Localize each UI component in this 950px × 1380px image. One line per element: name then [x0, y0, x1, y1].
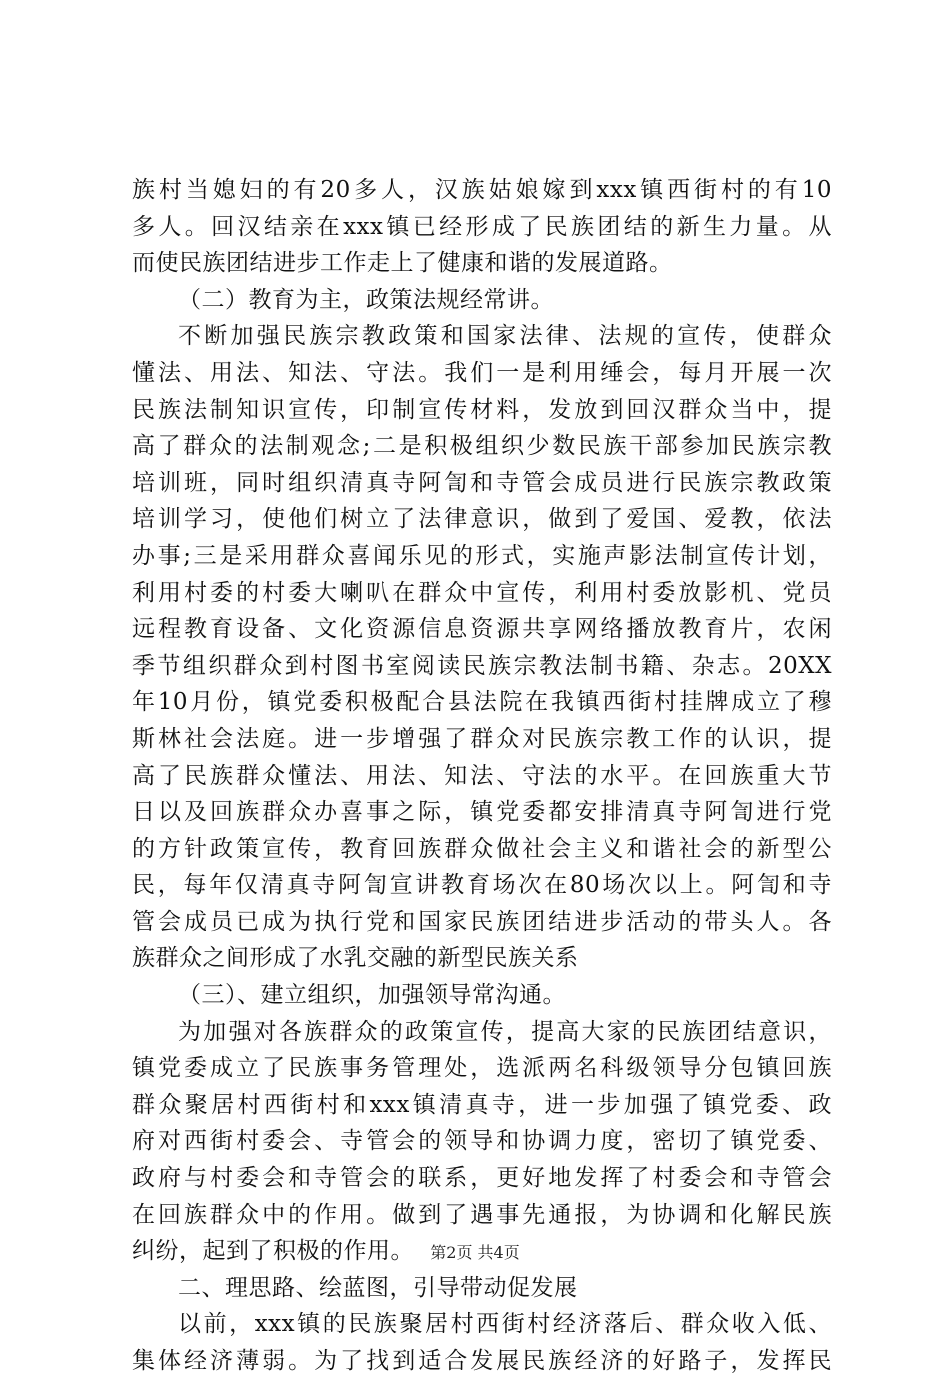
text-line: 政府与村委会和寺管会的联系，更好地发挥了村委会和寺管会	[132, 1165, 832, 1192]
text-line: 的方针政策宣传，教育回族群众做社会主义和谐社会的新型公	[132, 835, 832, 862]
text-line: 纠纷，起到了积极的作用。	[132, 1238, 414, 1265]
text-line: 不断加强民族宗教政策和国家法律、法规的宣传，使群众	[178, 323, 832, 350]
text-line: （三）、建立组织，加强领导常沟通。	[178, 982, 566, 1009]
text-line: 管会成员已成为执行党和国家民族团结进步活动的带头人。各	[132, 908, 832, 935]
text-line: 日以及回族群众办喜事之际，镇党委都安排清真寺阿訇进行党	[132, 799, 832, 826]
text-line: 办事;三是采用群众喜闻乐见的形式，实施声影法制宣传计划，	[132, 542, 832, 569]
text-line: 镇党委成立了民族事务管理处，选派两名科级领导分包镇回族	[132, 1055, 832, 1082]
text-line: 利用村委的村委大喇叭在群众中宣传，利用村委放影机、党员	[132, 579, 832, 606]
document-body	[132, 172, 832, 1380]
text-line: （二）教育为主，政策法规经常讲。	[178, 286, 554, 313]
text-line: 季节组织群众到村图书室阅读民族宗教法制书籍、杂志。20XX	[132, 652, 832, 679]
text-line: 集体经济薄弱。为了找到适合发展民族经济的好路子，发挥民	[132, 1348, 832, 1374]
text-line: 远程教育设备、文化资源信息资源共享网络播放教育片，农闲	[132, 616, 832, 643]
page-footer: 第2页 共4页	[430, 1243, 520, 1262]
text-line: 高了民族群众懂法、用法、知法、守法的水平。在回族重大节	[132, 762, 832, 789]
text-line: 府对西街村委会、寺管会的领导和协调力度，密切了镇党委、	[132, 1128, 832, 1155]
text-line: 族群众之间形成了水乳交融的新型民族关系	[132, 945, 579, 972]
text-line: 培训学习，使他们树立了法律意识，做到了爱国、爱教，依法	[132, 506, 832, 533]
text-line: 以前，xxx镇的民族聚居村西街村经济落后、群众收入低、	[178, 1311, 832, 1338]
text-line: 多人。回汉结亲在xxx镇已经形成了民族团结的新生力量。从	[132, 213, 832, 240]
text-line: 在回族群众中的作用。做到了遇事先通报，为协调和化解民族	[132, 1201, 832, 1228]
text-line: 群众聚居村西街村和xxx镇清真寺，进一步加强了镇党委、政	[132, 1091, 832, 1118]
text-line: 而使民族团结进步工作走上了健康和谐的发展道路。	[132, 250, 673, 277]
text-line: 懂法、用法、知法、守法。我们一是利用缍会，每月开展一次	[132, 359, 832, 386]
text-line: 二、理思路、绘蓝图，引导带动促发展	[178, 1274, 578, 1301]
text-line: 年10月份，镇党委积极配合县法院在我镇西街村挂牌成立了穆	[132, 689, 832, 716]
text-line: 民，每年仅清真寺阿訇宣讲教育场次在80场次以上。阿訇和寺	[132, 872, 832, 899]
text-line: 斯林社会法庭。进一步增强了群众对民族宗教工作的认识，提	[132, 725, 832, 752]
text-line: 为加强对各族群众的政策宣传，提高大家的民族团结意识，	[178, 1018, 832, 1045]
text-line: 高了群众的法制观念;二是积极组织少数民族干部参加民族宗教	[132, 433, 832, 460]
text-line: 族村当媳妇的有20多人，汉族姑娘嫁到xxx镇西街村的有10	[132, 177, 832, 203]
text-line: 培训班，同时组织清真寺阿訇和寺管会成员进行民族宗教政策	[132, 469, 832, 496]
text-line: 民族法制知识宣传，印制宣传材料，发放到回汉群众当中，提	[132, 396, 832, 423]
